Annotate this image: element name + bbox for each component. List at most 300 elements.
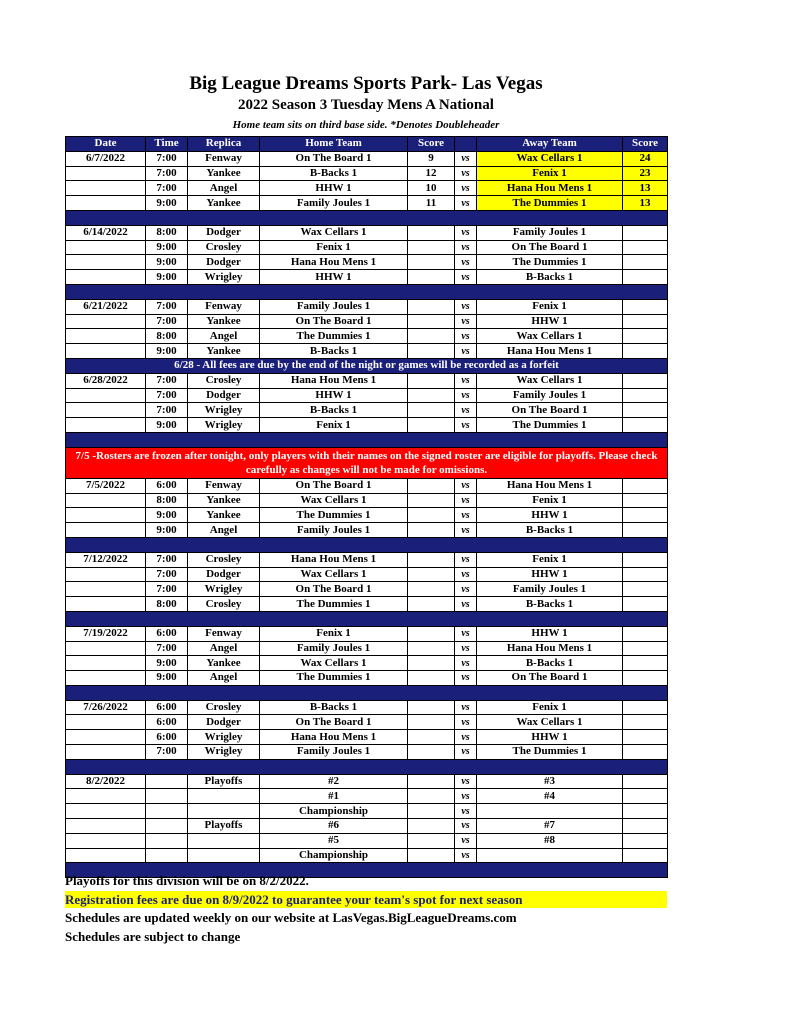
time-cell: 9:00 — [146, 344, 188, 359]
game-row — [66, 582, 668, 597]
separator-bar — [66, 611, 668, 626]
away-score-cell — [623, 656, 668, 671]
away-score-cell — [623, 626, 668, 641]
time-cell: 9:00 — [146, 656, 188, 671]
replica-cell — [188, 804, 260, 819]
vs-cell: vs — [455, 493, 477, 508]
away-score-cell — [623, 671, 668, 686]
replica-cell — [188, 833, 260, 848]
replica-cell: Yankee — [188, 508, 260, 523]
vs-cell: vs — [455, 597, 477, 612]
date-cell — [66, 671, 146, 686]
away-score-cell — [623, 597, 668, 612]
away-score-cell — [623, 403, 668, 418]
away-score-cell — [623, 730, 668, 745]
replica-cell: Dodger — [188, 388, 260, 403]
replica-cell: Angel — [188, 641, 260, 656]
replica-cell: Fenway — [188, 626, 260, 641]
home-team-cell: #1 — [260, 789, 408, 804]
replica-cell: Crosley — [188, 240, 260, 255]
away-team-cell: B-Backs 1 — [477, 523, 623, 538]
home-team-cell: On The Board 1 — [260, 582, 408, 597]
date-cell — [66, 314, 146, 329]
week-separator — [66, 759, 668, 774]
replica-cell: Fenway — [188, 478, 260, 493]
vs-cell: vs — [455, 641, 477, 656]
time-cell: 9:00 — [146, 523, 188, 538]
time-cell — [146, 848, 188, 863]
vs-cell: vs — [455, 478, 477, 493]
away-team-cell: Fenix 1 — [477, 166, 623, 181]
time-cell: 6:00 — [146, 626, 188, 641]
home-score-cell — [408, 508, 455, 523]
col-away-score: Score — [623, 137, 668, 152]
away-score-cell: 24 — [623, 151, 668, 166]
home-team-cell: B-Backs 1 — [260, 700, 408, 715]
home-score-cell — [408, 715, 455, 730]
away-score-cell — [623, 388, 668, 403]
home-score-cell — [408, 225, 455, 240]
separator-bar — [66, 537, 668, 552]
home-score-cell — [408, 523, 455, 538]
replica-cell: Dodger — [188, 715, 260, 730]
home-score-cell: 11 — [408, 196, 455, 211]
vs-cell: vs — [455, 671, 477, 686]
away-score-cell — [623, 774, 668, 789]
time-cell — [146, 774, 188, 789]
away-team-cell: Hana Hou Mens 1 — [477, 344, 623, 359]
separator-bar — [66, 432, 668, 447]
away-score-cell — [623, 418, 668, 433]
away-team-cell: #4 — [477, 789, 623, 804]
home-score-cell — [408, 774, 455, 789]
replica-cell: Fenway — [188, 151, 260, 166]
vs-cell: vs — [455, 656, 477, 671]
away-team-cell: B-Backs 1 — [477, 270, 623, 285]
away-team-cell: Fenix 1 — [477, 700, 623, 715]
home-score-cell — [408, 671, 455, 686]
separator-bar — [66, 759, 668, 774]
away-score-cell — [623, 478, 668, 493]
date-cell — [66, 508, 146, 523]
game-row — [66, 700, 668, 715]
game-row — [66, 388, 668, 403]
away-team-cell: Hana Hou Mens 1 — [477, 641, 623, 656]
away-score-cell: 13 — [623, 196, 668, 211]
game-row — [66, 774, 668, 789]
home-team-cell: Fenix 1 — [260, 626, 408, 641]
away-team-cell: The Dummies 1 — [477, 418, 623, 433]
game-row — [66, 181, 668, 196]
time-cell: 9:00 — [146, 255, 188, 270]
home-score-cell — [408, 418, 455, 433]
home-score-cell — [408, 641, 455, 656]
vs-cell: vs — [455, 255, 477, 270]
col-time: Time — [146, 137, 188, 152]
date-cell — [66, 493, 146, 508]
away-team-cell: Wax Cellars 1 — [477, 373, 623, 388]
vs-cell: vs — [455, 388, 477, 403]
home-score-cell — [408, 582, 455, 597]
home-team-cell: Hana Hou Mens 1 — [260, 255, 408, 270]
home-score-cell — [408, 388, 455, 403]
game-row — [66, 151, 668, 166]
date-cell: 7/12/2022 — [66, 552, 146, 567]
replica-cell: Crosley — [188, 552, 260, 567]
game-row — [66, 819, 668, 834]
away-team-cell: On The Board 1 — [477, 671, 623, 686]
home-score-cell — [408, 493, 455, 508]
away-team-cell — [477, 804, 623, 819]
away-team-cell: B-Backs 1 — [477, 656, 623, 671]
col-date: Date — [66, 137, 146, 152]
away-team-cell: #8 — [477, 833, 623, 848]
vs-cell: vs — [455, 819, 477, 834]
vs-cell: vs — [455, 789, 477, 804]
separator-bar — [66, 685, 668, 700]
game-row — [66, 730, 668, 745]
date-cell: 7/5/2022 — [66, 478, 146, 493]
home-team-cell: Wax Cellars 1 — [260, 656, 408, 671]
vs-cell: vs — [455, 344, 477, 359]
game-row — [66, 255, 668, 270]
date-cell — [66, 730, 146, 745]
game-row — [66, 641, 668, 656]
home-team-cell: On The Board 1 — [260, 478, 408, 493]
home-score-cell — [408, 597, 455, 612]
game-row — [66, 225, 668, 240]
home-score-cell — [408, 240, 455, 255]
footer-website: Schedules are updated weekly on our website at LasVegas.BigLeagueDreams.com — [65, 910, 517, 925]
date-cell: 6/7/2022 — [66, 151, 146, 166]
vs-cell: vs — [455, 181, 477, 196]
away-team-cell: The Dummies 1 — [477, 196, 623, 211]
separator-bar — [66, 284, 668, 299]
home-team-cell: On The Board 1 — [260, 314, 408, 329]
replica-cell: Yankee — [188, 196, 260, 211]
replica-cell: Dodger — [188, 567, 260, 582]
fee-notice-row — [66, 358, 668, 373]
vs-cell: vs — [455, 626, 477, 641]
time-cell: 7:00 — [146, 299, 188, 314]
away-score-cell — [623, 270, 668, 285]
time-cell: 6:00 — [146, 478, 188, 493]
replica-cell: Crosley — [188, 373, 260, 388]
away-score-cell — [623, 373, 668, 388]
date-cell — [66, 804, 146, 819]
date-cell — [66, 523, 146, 538]
home-team-cell: HHW 1 — [260, 181, 408, 196]
date-cell: 8/2/2022 — [66, 774, 146, 789]
date-cell — [66, 344, 146, 359]
date-cell — [66, 166, 146, 181]
time-cell: 8:00 — [146, 329, 188, 344]
date-cell — [66, 270, 146, 285]
home-score-cell — [408, 833, 455, 848]
away-team-cell: Family Joules 1 — [477, 388, 623, 403]
date-cell — [66, 403, 146, 418]
replica-cell: Wrigley — [188, 730, 260, 745]
home-team-cell: Fenix 1 — [260, 240, 408, 255]
away-team-cell: Family Joules 1 — [477, 582, 623, 597]
time-cell: 8:00 — [146, 493, 188, 508]
home-team-cell: The Dummies 1 — [260, 597, 408, 612]
home-score-cell — [408, 626, 455, 641]
game-row — [66, 671, 668, 686]
time-cell: 9:00 — [146, 196, 188, 211]
replica-cell: Angel — [188, 523, 260, 538]
vs-cell: vs — [455, 833, 477, 848]
replica-cell: Crosley — [188, 597, 260, 612]
col-home-team: Home Team — [260, 137, 408, 152]
home-score-cell: 12 — [408, 166, 455, 181]
home-score-cell: 10 — [408, 181, 455, 196]
home-team-cell: The Dummies 1 — [260, 508, 408, 523]
away-team-cell: Hana Hou Mens 1 — [477, 478, 623, 493]
home-score-cell — [408, 329, 455, 344]
page-title: Big League Dreams Sports Park- Las Vegas — [189, 73, 543, 94]
replica-cell: Crosley — [188, 700, 260, 715]
date-cell — [66, 715, 146, 730]
col-home-score: Score — [408, 137, 455, 152]
home-team-cell: Championship — [260, 804, 408, 819]
date-cell — [66, 833, 146, 848]
week-separator — [66, 611, 668, 626]
away-team-cell: Wax Cellars 1 — [477, 151, 623, 166]
away-score-cell — [623, 848, 668, 863]
away-team-cell: HHW 1 — [477, 314, 623, 329]
away-score-cell — [623, 225, 668, 240]
away-team-cell: Fenix 1 — [477, 493, 623, 508]
replica-cell: Yankee — [188, 656, 260, 671]
vs-cell: vs — [455, 299, 477, 314]
away-score-cell — [623, 552, 668, 567]
away-team-cell: #7 — [477, 819, 623, 834]
home-score-cell — [408, 344, 455, 359]
vs-cell: vs — [455, 166, 477, 181]
time-cell: 6:00 — [146, 700, 188, 715]
game-row — [66, 270, 668, 285]
time-cell: 8:00 — [146, 225, 188, 240]
game-row — [66, 418, 668, 433]
time-cell: 9:00 — [146, 508, 188, 523]
game-row — [66, 344, 668, 359]
away-score-cell — [623, 508, 668, 523]
home-score-cell — [408, 373, 455, 388]
away-score-cell: 23 — [623, 166, 668, 181]
date-cell — [66, 181, 146, 196]
vs-cell: vs — [455, 403, 477, 418]
date-cell — [66, 656, 146, 671]
home-team-cell: Championship — [260, 848, 408, 863]
away-team-cell: On The Board 1 — [477, 403, 623, 418]
game-row — [66, 508, 668, 523]
home-team-cell: Family Joules 1 — [260, 523, 408, 538]
game-row — [66, 240, 668, 255]
time-cell: 9:00 — [146, 240, 188, 255]
game-row — [66, 478, 668, 493]
page-subtitle: 2022 Season 3 Tuesday Mens A National — [238, 97, 494, 113]
replica-cell: Wrigley — [188, 403, 260, 418]
date-cell — [66, 848, 146, 863]
replica-cell: Dodger — [188, 225, 260, 240]
time-cell — [146, 789, 188, 804]
game-row — [66, 314, 668, 329]
away-team-cell: Fenix 1 — [477, 299, 623, 314]
time-cell — [146, 819, 188, 834]
replica-cell: Yankee — [188, 166, 260, 181]
separator-bar — [66, 210, 668, 225]
vs-cell: vs — [455, 552, 477, 567]
home-team-cell: The Dummies 1 — [260, 671, 408, 686]
away-team-cell: HHW 1 — [477, 730, 623, 745]
date-cell: 6/14/2022 — [66, 225, 146, 240]
away-team-cell: Wax Cellars 1 — [477, 715, 623, 730]
home-team-cell: Family Joules 1 — [260, 745, 408, 760]
week-separator — [66, 685, 668, 700]
away-team-cell: HHW 1 — [477, 508, 623, 523]
replica-cell: Playoffs — [188, 819, 260, 834]
away-score-cell — [623, 523, 668, 538]
time-cell: 7:00 — [146, 745, 188, 760]
away-score-cell — [623, 715, 668, 730]
date-cell — [66, 240, 146, 255]
game-row — [66, 552, 668, 567]
away-team-cell: #3 — [477, 774, 623, 789]
vs-cell: vs — [455, 314, 477, 329]
game-row — [66, 373, 668, 388]
away-team-cell: Fenix 1 — [477, 552, 623, 567]
time-cell: 7:00 — [146, 403, 188, 418]
away-score-cell: 13 — [623, 181, 668, 196]
date-cell — [66, 745, 146, 760]
vs-cell: vs — [455, 774, 477, 789]
vs-cell: vs — [455, 582, 477, 597]
vs-cell: vs — [455, 418, 477, 433]
time-cell — [146, 804, 188, 819]
replica-cell: Wrigley — [188, 582, 260, 597]
date-cell — [66, 388, 146, 403]
home-team-cell: #6 — [260, 819, 408, 834]
home-team-cell: On The Board 1 — [260, 151, 408, 166]
away-team-cell: The Dummies 1 — [477, 745, 623, 760]
date-cell — [66, 196, 146, 211]
game-row — [66, 166, 668, 181]
home-team-cell: Fenix 1 — [260, 418, 408, 433]
away-score-cell — [623, 641, 668, 656]
home-team-cell: Hana Hou Mens 1 — [260, 552, 408, 567]
replica-cell: Angel — [188, 671, 260, 686]
time-cell: 9:00 — [146, 671, 188, 686]
away-team-cell: HHW 1 — [477, 626, 623, 641]
home-team-cell: Family Joules 1 — [260, 641, 408, 656]
replica-cell: Yankee — [188, 344, 260, 359]
game-row — [66, 493, 668, 508]
home-score-cell — [408, 848, 455, 863]
game-row — [66, 597, 668, 612]
game-row — [66, 403, 668, 418]
vs-cell: vs — [455, 567, 477, 582]
time-cell: 7:00 — [146, 582, 188, 597]
vs-cell: vs — [455, 240, 477, 255]
replica-cell — [188, 848, 260, 863]
date-cell: 6/28/2022 — [66, 373, 146, 388]
schedule-body — [66, 151, 668, 877]
col-away-team: Away Team — [477, 137, 623, 152]
vs-cell: vs — [455, 508, 477, 523]
away-score-cell — [623, 700, 668, 715]
game-row — [66, 299, 668, 314]
time-cell: 7:00 — [146, 181, 188, 196]
date-cell: 6/21/2022 — [66, 299, 146, 314]
week-separator — [66, 432, 668, 447]
vs-cell: vs — [455, 848, 477, 863]
date-cell — [66, 789, 146, 804]
away-team-cell — [477, 848, 623, 863]
date-cell — [66, 582, 146, 597]
away-score-cell — [623, 833, 668, 848]
home-score-cell: 9 — [408, 151, 455, 166]
home-score-cell — [408, 789, 455, 804]
home-score-cell — [408, 819, 455, 834]
home-team-cell: HHW 1 — [260, 388, 408, 403]
game-row — [66, 656, 668, 671]
home-team-cell: Hana Hou Mens 1 — [260, 730, 408, 745]
home-team-cell: B-Backs 1 — [260, 344, 408, 359]
home-team-cell: HHW 1 — [260, 270, 408, 285]
home-team-cell: #5 — [260, 833, 408, 848]
time-cell — [146, 833, 188, 848]
away-team-cell: On The Board 1 — [477, 240, 623, 255]
home-team-cell: The Dummies 1 — [260, 329, 408, 344]
date-cell — [66, 641, 146, 656]
away-score-cell — [623, 567, 668, 582]
away-team-cell: HHW 1 — [477, 567, 623, 582]
time-cell: 6:00 — [146, 715, 188, 730]
time-cell: 8:00 — [146, 597, 188, 612]
time-cell: 9:00 — [146, 270, 188, 285]
time-cell: 7:00 — [146, 641, 188, 656]
vs-cell: vs — [455, 730, 477, 745]
date-cell — [66, 567, 146, 582]
replica-cell: Wrigley — [188, 418, 260, 433]
replica-cell: Yankee — [188, 314, 260, 329]
vs-cell: vs — [455, 196, 477, 211]
roster-alert-row — [66, 447, 668, 478]
away-score-cell — [623, 240, 668, 255]
time-cell: 7:00 — [146, 552, 188, 567]
footer-playoffs: Playoffs for this division will be on 8/2/2022. — [65, 873, 309, 888]
away-score-cell — [623, 582, 668, 597]
away-team-cell: Hana Hou Mens 1 — [477, 181, 623, 196]
date-cell — [66, 418, 146, 433]
date-cell: 7/19/2022 — [66, 626, 146, 641]
home-score-cell — [408, 403, 455, 418]
schedule-table — [65, 136, 668, 878]
vs-cell: vs — [455, 745, 477, 760]
time-cell: 7:00 — [146, 166, 188, 181]
replica-cell: Wrigley — [188, 270, 260, 285]
away-score-cell — [623, 344, 668, 359]
game-row — [66, 715, 668, 730]
replica-cell: Dodger — [188, 255, 260, 270]
away-score-cell — [623, 804, 668, 819]
time-cell: 7:00 — [146, 373, 188, 388]
vs-cell: vs — [455, 151, 477, 166]
roster-alert: 7/5 -Rosters are frozen after tonight, only players with their names on the signed roster are eligible for playoffs. Please check carefully as changes will not be made for omissions. — [66, 447, 668, 478]
fee-notice: 6/28 - All fees are due by the end of the night or games will be recorded as a forfeit — [66, 358, 668, 373]
home-score-cell — [408, 299, 455, 314]
